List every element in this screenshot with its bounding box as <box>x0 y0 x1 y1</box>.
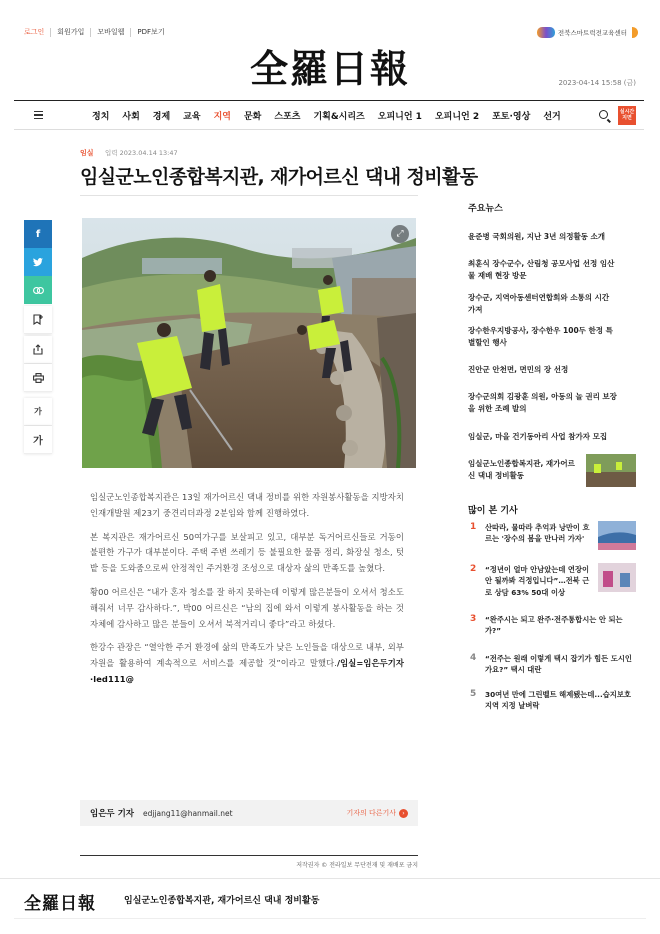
article-photo[interactable] <box>82 218 416 468</box>
popular-item[interactable]: 30여년 만에 그린벨트 해제됐는데...습지보호지역 지정 날벼락 <box>485 690 631 711</box>
print-icon <box>33 373 44 383</box>
font-decrease-button[interactable]: 가 <box>24 398 52 426</box>
article-body <box>90 490 404 696</box>
nav-item-economy[interactable]: 경제 <box>152 112 171 122</box>
signup-link[interactable]: 회원가입 <box>50 28 90 37</box>
divider <box>0 878 660 879</box>
partner-edge-icon <box>632 27 638 38</box>
font-increase-button[interactable]: 가 <box>24 426 52 454</box>
copyright-notice: 저작권자 © 전라일보 무단전재 및 재배포 금지 <box>296 862 418 869</box>
bookmark-icon <box>33 314 43 325</box>
partner-banner[interactable] <box>537 27 638 38</box>
thumbnail-image <box>598 563 636 592</box>
partner-label: 전북스마트럭전교육센터 <box>557 29 627 37</box>
main-news-title: 주요뉴스 <box>468 204 503 214</box>
expand-photo-icon[interactable]: ⤢ <box>391 225 409 243</box>
reporter-email[interactable]: edjjang11@hanmail.net <box>143 808 233 818</box>
popular-rank: 2 <box>470 564 477 574</box>
popular-rank: 4 <box>470 653 477 663</box>
popular-item[interactable]: “완주시는 되고 완주·전주통합시는 안 되는 가?” <box>485 615 623 636</box>
nav-item-politics[interactable]: 정치 <box>92 112 110 122</box>
more-articles-label: 기자의 다른기사 <box>346 809 396 817</box>
article-meta: 입력 2023.04.14 13:47 <box>105 149 178 157</box>
share-button[interactable] <box>24 336 52 364</box>
search-icon[interactable] <box>599 110 608 119</box>
copy-link-button[interactable] <box>24 276 52 304</box>
link-icon <box>33 287 44 294</box>
main-news-item[interactable]: 최훈식 장수군수, 산림청 공모사업 선정 임산물 재배 현장 방문 <box>468 259 615 280</box>
article-section[interactable]: 임실 <box>80 149 94 157</box>
article-paragraph <box>90 640 404 687</box>
utility-links <box>24 28 171 37</box>
nav-item-society[interactable]: 사회 <box>122 112 140 122</box>
bookmark-button[interactable] <box>24 306 52 334</box>
twitter-share-button[interactable] <box>24 248 52 276</box>
divider <box>14 918 646 919</box>
article-paragraph: 황00 어르신은 “내가 혼자 청소를 잘 하지 못하는데 이렇게 많은분들이 오셔서 청소도 해줘서 너무 감사하다.”, 박00 어르신은 “남의 집에 와서 이렇게 봉사활동을 하는 것 자체에 감사하고 많은 분들이 오셔서 북적거리니 좋다”라고 하셨다. <box>90 586 404 629</box>
volunteers-photo-illustration <box>82 218 416 468</box>
popular-rank: 5 <box>470 689 477 699</box>
main-news-thumbnail[interactable] <box>586 454 636 487</box>
main-news-item[interactable]: 장수한우지방공사, 장수한우 100두 한정 특별할인 행사 <box>468 326 613 347</box>
chevron-right-icon: › <box>399 809 408 818</box>
popular-item[interactable]: 산따라, 물따라 추억과 낭만이 흐르는 '장수의 봄을 만나러 가자' <box>485 523 590 544</box>
main-news-item[interactable]: 진안군 안천면, 면민의 장 선정 <box>468 365 569 374</box>
article-headline: 임실군노인종합복지관, 재가어르신 댁내 정비활동 <box>80 166 478 188</box>
nav-item-culture[interactable]: 문화 <box>243 112 262 122</box>
more-articles-link[interactable] <box>346 808 408 818</box>
popular-thumbnail[interactable] <box>598 563 636 592</box>
main-news-item[interactable]: 윤준병 국회의원, 지난 3년 의정활동 소개 <box>468 232 606 241</box>
main-nav <box>14 100 644 130</box>
login-link[interactable]: 로그인 <box>24 28 45 36</box>
pdf-view-link[interactable]: PDF보기 <box>130 28 170 37</box>
print-button[interactable] <box>24 364 52 392</box>
main-news-item[interactable]: 장수군의회 김광훈 의원, 아동의 놀 권리 보장을 위한 조례 발의 <box>468 392 617 413</box>
nav-item-features[interactable]: 기획&시리즈 <box>313 112 365 122</box>
popular-rank: 3 <box>470 614 477 624</box>
article-byline: /임실=임은두기자·led111@ <box>90 658 404 684</box>
divider <box>80 855 418 856</box>
nav-item-opinion-2[interactable]: 오피니언 2 <box>434 112 480 122</box>
facebook-icon: f <box>35 228 41 240</box>
popular-rank: 1 <box>470 522 477 532</box>
popular-item[interactable]: “전주는 원래 이렇게 택시 잡기가 힘든 도시인가요?” 택시 대란 <box>485 654 632 675</box>
nav-item-election[interactable]: 선거 <box>543 112 561 122</box>
partner-logo-icon <box>537 27 555 38</box>
popular-item[interactable]: “정년이 얼마 안남았는데 연장이 안 될까봐 걱정입니다”…전북 근로 상담 63% 50대 이상 <box>485 565 590 597</box>
divider <box>80 195 418 196</box>
share-icon <box>33 344 43 355</box>
article-paragraph-text: 한강수 관장은 “열악한 주거 환경에 삶의 만족도가 낮은 노인들을 대상으로 내부, 외부 자원을 활용하여 계속적으로 서비스를 제공할 것”이라고 말했다. <box>90 642 404 669</box>
nav-item-photo-video[interactable]: 포토·영상 <box>492 112 531 122</box>
nav-item-sports[interactable]: 스포츠 <box>274 112 301 122</box>
nav-item-education[interactable]: 교육 <box>183 112 201 122</box>
popular-thumbnail[interactable] <box>598 521 636 550</box>
hamburger-menu-icon[interactable] <box>34 111 43 119</box>
footer-logo[interactable]: 全羅日報 <box>24 894 96 914</box>
thumbnail-image <box>586 454 636 487</box>
article-paragraph: 임실군노인종합복지관은 13일 재가어르신 댁내 정비를 위한 자원봉사활동을 지방자치인재개발원 제23기 중견리더과정 2분임와 함께 진행하였다. <box>90 492 404 518</box>
nav-item-opinion-1[interactable]: 오피니언 1 <box>377 112 422 122</box>
site-logo[interactable]: 全羅日報 <box>249 46 410 91</box>
nav-menu <box>92 109 561 122</box>
article-paragraph: 본 복지관은 재가어르신 50여가구를 보살피고 있고, 대부분 독거어르신들로 거동이 불편한 가구가 대부분이다. 주택 주변 쓰레기 등 불필요한 물품 정리, 화장실 청소, 텃밭 등을 도와줌으로써 안정적인 주거환경 조성으로 대상자 삶의 만족도를 높혔다. <box>90 531 404 574</box>
footer-article-title: 임실군노인종합복지관, 재가어르신 댁내 정비활동 <box>124 896 320 906</box>
nav-item-region[interactable]: 지역 <box>213 112 231 122</box>
popular-title: 많이 본 기사 <box>468 506 518 516</box>
thumbnail-image <box>598 521 636 550</box>
twitter-icon <box>33 258 43 267</box>
live-paper-button[interactable]: 실시간 지면 <box>618 106 636 125</box>
current-date: 2023-04-14 15:58 (금) <box>558 79 636 87</box>
main-news-item[interactable]: 임실군, 마을 건기동아리 사업 참가자 모집 <box>468 432 608 441</box>
mobile-web-link[interactable]: 모바일웹 <box>90 28 130 37</box>
main-news-item[interactable]: 임실군노인종합복지관, 재가어르신 댁내 정비활동 <box>468 459 575 480</box>
main-news-item[interactable]: 장수군, 지역아동센터연합회와 소통의 시간 가져 <box>468 293 610 314</box>
facebook-share-button[interactable] <box>24 220 52 248</box>
reporter-box <box>80 800 418 826</box>
reporter-name[interactable]: 임은두 기자 <box>90 809 135 819</box>
